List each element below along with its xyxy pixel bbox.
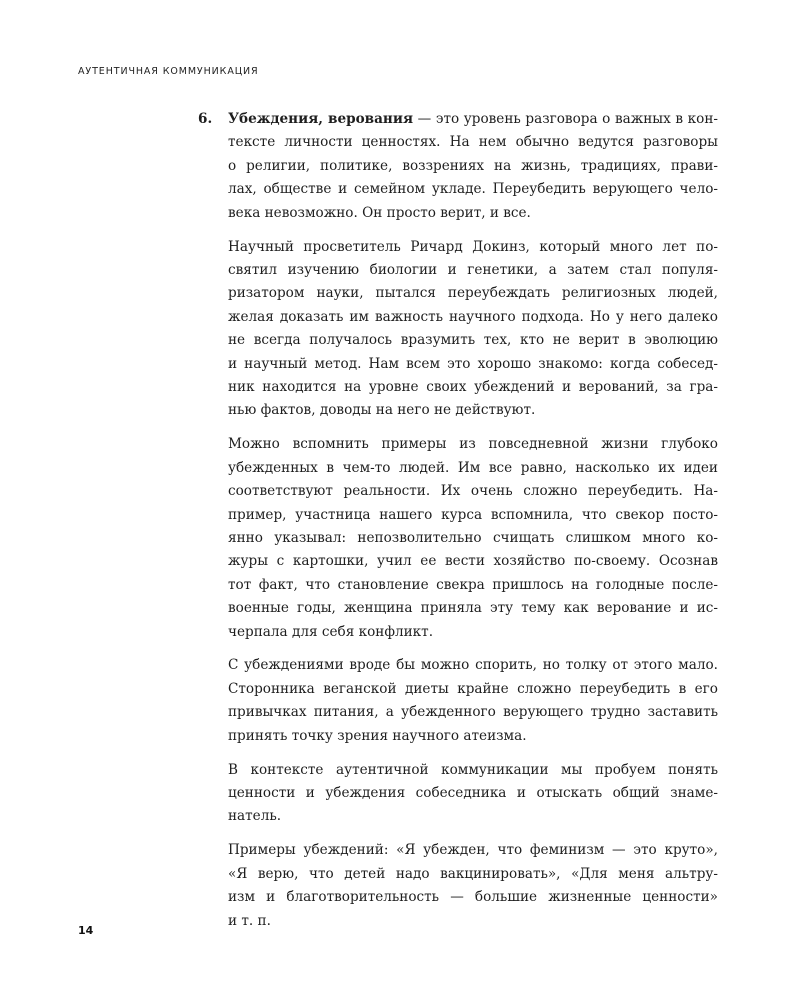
text-line: святил изучению биологии и генетики, а затем стал популя- — [228, 261, 718, 278]
text-line: В контексте аутентичной коммуникации мы пробуем понять — [228, 761, 718, 778]
paragraph — [228, 654, 718, 748]
text-line: не всегда получалось вразумить тех, кто не верит в эволюцию — [228, 332, 718, 349]
text-line: ценности и убеждения собеседника и отыскать общий знаме- — [228, 784, 718, 801]
text-line: натель. — [228, 808, 282, 825]
text-line: Примеры убеждений: «Я убежден, что феминизм — это круто», — [228, 842, 718, 859]
text-line: века невозможно. Он просто верит, и все. — [228, 204, 531, 221]
text-line: «Я верю, что детей надо вакцинировать», «Для меня альтру- — [228, 865, 718, 882]
text-line: Научный просветитель Ричард Докинз, который много лет по- — [228, 238, 718, 255]
text-line: лах, обществе и семейном укладе. Переубедить верующего чело- — [228, 181, 718, 198]
running-header: АУТЕНТИЧНАЯ КОММУНИКАЦИЯ — [78, 66, 259, 77]
page-body — [198, 108, 718, 943]
text-line: желая доказать им важность научного подхода. Но у него далеко — [228, 308, 718, 325]
paragraph — [228, 433, 718, 644]
text-line: Сторонника веганской диеты крайне сложно переубедить в его — [228, 680, 718, 697]
text-line — [228, 108, 718, 131]
text-line: тексте личности ценностях. На нем обычно ведутся разговоры — [228, 134, 718, 151]
text-line: черпала для себя конфликт. — [228, 623, 434, 640]
text-line: соответствуют реальности. Их очень сложно переубедить. На- — [228, 483, 718, 500]
text-line: тот факт, что становление свекра пришлось на голодные после- — [228, 576, 718, 593]
bold-term: Убеждения, верования — [228, 111, 414, 127]
text-line: изм и благотворительность — большие жизненные ценности» — [228, 889, 718, 906]
text-line: и научный метод. Нам всем это хорошо знакомо: когда собесед- — [228, 355, 718, 372]
text-line: привычках питания, а убежденного верующего трудно заставить — [228, 704, 718, 721]
text-line: С убеждениями вроде бы можно спорить, но толку от этого мало. — [228, 657, 718, 674]
text-fragment: — это уровень разговора о важных в кон- — [413, 111, 718, 127]
text-line: пример, участница нашего курса вспомнила, что свекор посто- — [228, 506, 718, 523]
text-line: нью фактов, доводы на него не действуют. — [228, 402, 536, 419]
text-line: Можно вспомнить примеры из повседневной жизни глубоко — [228, 436, 718, 453]
text-line: военные годы, женщина приняла эту тему как верование и ис- — [228, 600, 718, 617]
text-line: о религии, политике, воззрениях на жизнь, традициях, прави- — [228, 157, 718, 174]
text-line: ризатором науки, пытался переубеждать религиозных людей, — [228, 285, 718, 302]
text-line: ник находится на уровне своих убеждений и верований, за гра- — [228, 378, 718, 395]
list-number: 6. — [198, 111, 213, 127]
page-number: 14 — [78, 924, 94, 937]
text-line: журы с картошки, учил ее вести хозяйство по-своему. Осознав — [228, 553, 718, 570]
text-line: янно указывал: непозволительно счищать слишком много ко- — [228, 529, 718, 546]
paragraph — [228, 236, 718, 423]
paragraph — [228, 759, 718, 829]
text-line: принять точку зрения научного атеизма. — [228, 727, 527, 744]
paragraph-lines — [228, 131, 718, 225]
text-line: и т. п. — [228, 912, 271, 929]
paragraph — [228, 839, 718, 933]
list-item-6 — [198, 108, 718, 225]
text-line: убежденных в чем-то людей. Им все равно, насколько их идеи — [228, 459, 718, 476]
